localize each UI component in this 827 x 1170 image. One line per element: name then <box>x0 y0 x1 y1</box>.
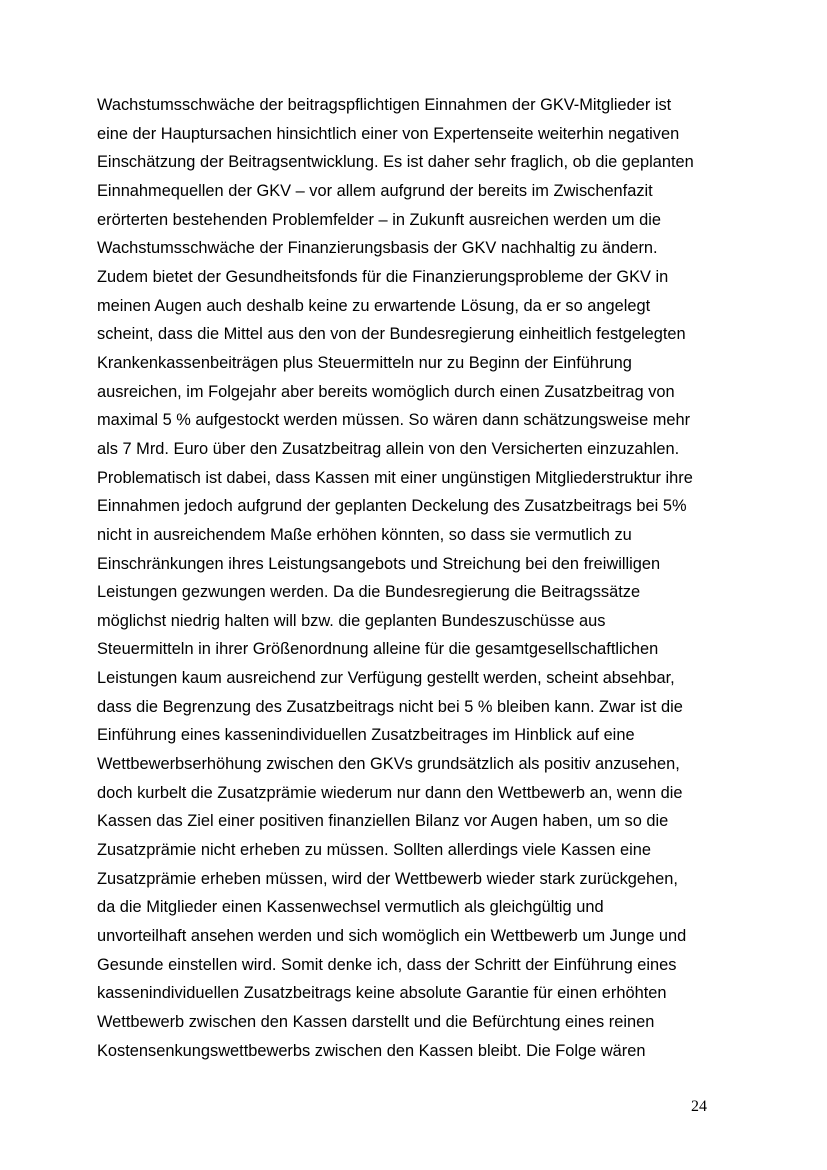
paragraph-line: maximal 5 % aufgestockt werden müssen. So wären dann schätzungsweise mehr <box>97 411 691 430</box>
paragraph-line: Zusatzprämie erheben müssen, wird der Wettbewerb wieder stark zurückgehen, <box>97 869 678 888</box>
paragraph-line: nicht in ausreichendem Maße erhöhen könnten, so dass sie vermutlich zu <box>97 525 632 544</box>
paragraph-line: Einschränkungen ihres Leistungsangebots und Streichung bei den freiwilligen <box>97 554 661 573</box>
paragraph-line: Gesunde einstellen wird. Somit denke ich, dass der Schritt der Einführung eines <box>97 955 677 974</box>
paragraph-line: Kostensenkungswettbewerbs zwischen den Kassen bleibt. Die Folge wären <box>97 1041 646 1060</box>
paragraph-line: Einnahmequellen der GKV – vor allem aufgrund der bereits im Zwischenfazit <box>97 181 653 200</box>
paragraph-line: Wachstumsschwäche der Finanzierungsbasis der GKV nachhaltig zu ändern. <box>97 239 658 258</box>
paragraph-line: Steuermitteln in ihrer Größenordnung alleine für die gesamtgesellschaftlichen <box>97 640 659 659</box>
paragraph-line: kassenindividuellen Zusatzbeitrags keine absolute Garantie für einen erhöhten <box>97 984 667 1003</box>
paragraph-line: Wachstumsschwäche der beitragspflichtigen Einnahmen der GKV-Mitglieder ist <box>97 96 672 114</box>
paragraph-line: scheint, dass die Mittel aus den von der Bundesregierung einheitlich festgelegten <box>97 325 686 344</box>
paragraph-line: da die Mitglieder einen Kassenwechsel vermutlich als gleichgültig und <box>97 898 604 917</box>
paragraph-line: Leistungen gezwungen werden. Da die Bundesregierung die Beitragssätze <box>97 583 641 602</box>
page-number: 24 <box>691 1098 707 1115</box>
paragraph-line: ausreichen, im Folgejahr aber bereits womöglich durch einen Zusatzbeitrag von <box>97 382 675 401</box>
paragraph-line: als 7 Mrd. Euro über den Zusatzbeitrag allein von den Versicherten einzuzahlen. <box>97 439 680 458</box>
paragraph-line: eine der Hauptursachen hinsichtlich einer von Expertenseite weiterhin negativen <box>97 124 680 143</box>
paragraph-line: Problematisch ist dabei, dass Kassen mit einer ungünstigen Mitgliederstruktur ihre <box>97 468 693 487</box>
paragraph-line: Einnahmen jedoch aufgrund der geplanten Deckelung des Zusatzbeitrags bei 5% <box>97 497 687 516</box>
paragraph-line: Einschätzung der Beitragsentwicklung. Es ist daher sehr fraglich, ob die geplanten <box>97 153 694 172</box>
paragraph-line: Zudem bietet der Gesundheitsfonds für die Finanzierungsprobleme der GKV in <box>97 267 669 286</box>
body-paragraph <box>97 91 745 1065</box>
paragraph-line: Krankenkassenbeiträgen plus Steuermitteln nur zu Beginn der Einführung <box>97 353 632 372</box>
paragraph-line: Wettbewerb zwischen den Kassen darstellt und die Befürchtung eines reinen <box>97 1013 655 1031</box>
paragraph-line: meinen Augen auch deshalb keine zu erwartende Lösung, da er so angelegt <box>97 296 651 315</box>
paragraph-line: Zusatzprämie nicht erheben zu müssen. Sollten allerdings viele Kassen eine <box>97 841 651 860</box>
paragraph-line: erörterten bestehenden Problemfelder – in Zukunft ausreichen werden um die <box>97 210 661 229</box>
paragraph-line: doch kurbelt die Zusatzprämie wiederum nur dann den Wettbewerb an, wenn die <box>97 783 683 802</box>
paragraph-line: Wettbewerbserhöhung zwischen den GKVs grundsätzlich als positiv anzusehen, <box>97 755 680 774</box>
paragraph-line: Leistungen kaum ausreichend zur Verfügung gestellt werden, scheint absehbar, <box>97 669 675 688</box>
paragraph-line: unvorteilhaft ansehen werden und sich womöglich ein Wettbewerb um Junge und <box>97 927 687 946</box>
paragraph-line: möglichst niedrig halten will bzw. die geplanten Bundeszuschüsse aus <box>97 611 606 630</box>
paragraph-line: Kassen das Ziel einer positiven finanziellen Bilanz vor Augen haben, um so die <box>97 812 669 831</box>
paragraph-line: Einführung eines kassenindividuellen Zusatzbeitrages im Hinblick auf eine <box>97 726 635 745</box>
paragraph-line: dass die Begrenzung des Zusatzbeitrags nicht bei 5 % bleiben kann. Zwar ist die <box>97 697 683 716</box>
